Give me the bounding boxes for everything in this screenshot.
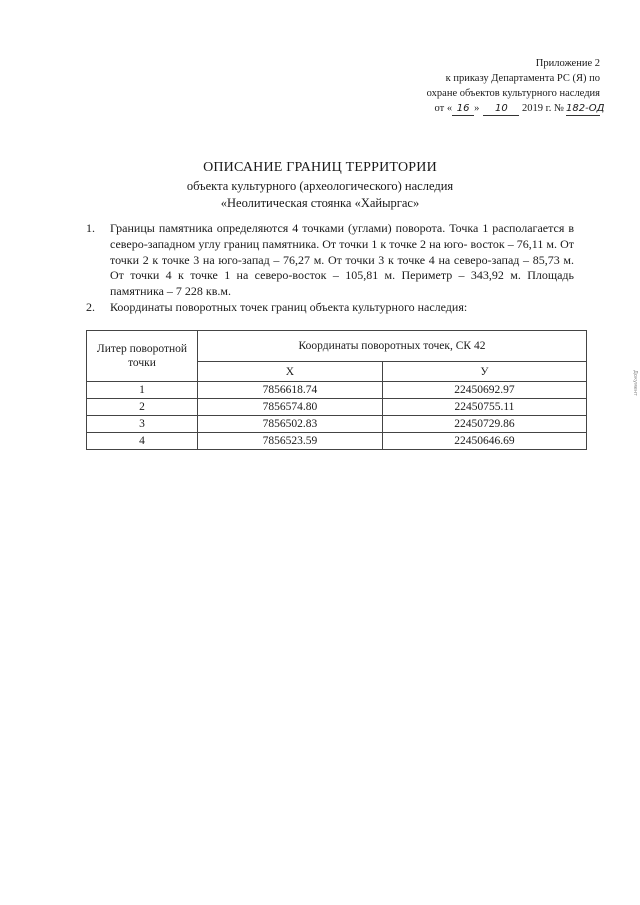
paragraph-1	[86, 221, 574, 300]
date-separator: »	[474, 103, 480, 114]
header-y: У	[382, 362, 586, 382]
table-header-row	[87, 331, 587, 362]
appendix-header	[380, 56, 605, 116]
coordinates-table	[86, 330, 587, 450]
paragraph-text: Границы памятника определяются 4 точками (углами) поворота. Точка 1 располагается в северо-западном углу границ памятника. От точки 1 к точке 2 на юго- восток – 76,11 м. От точки 2 к точке 3 на юго-запад – 76,27 м. От точки 3 к точке 4 на северо-запад – 85,73 м. От точки 4 к точке 1 на северо-восток – 105,81 м. Периметр – 343,92 м. Площадь памятника – 7 228 кв.м.	[110, 221, 574, 299]
cell-x: 7856574.80	[198, 399, 383, 416]
cell-y: 22450729.86	[382, 416, 586, 433]
date-prefix: от «	[434, 103, 453, 114]
cell-x: 7856523.59	[198, 433, 383, 450]
appendix-label: Приложение 2	[535, 58, 600, 69]
header-liter: Литер поворотной точки	[87, 331, 198, 382]
cell-point: 2	[87, 399, 198, 416]
margin-stamp: Документ	[632, 370, 638, 396]
numbered-paragraphs	[86, 221, 574, 316]
paragraph-number: 2.	[86, 299, 95, 314]
cell-point: 3	[87, 416, 198, 433]
document-title: ОПИСАНИЕ ГРАНИЦ ТЕРРИТОРИИ	[203, 160, 437, 175]
date-month: 10	[483, 103, 519, 116]
appendix-order-line: к приказу Департамента РС (Я) по	[445, 73, 600, 84]
cell-point: 1	[87, 382, 198, 399]
table-row	[87, 433, 587, 450]
paragraph-2	[86, 300, 574, 316]
appendix-date-line	[380, 101, 605, 116]
table-row	[87, 399, 587, 416]
cell-y: 22450646.69	[382, 433, 586, 450]
table-row	[87, 416, 587, 433]
document-subtitle-1: объекта культурного (археологического) наследия	[186, 179, 454, 193]
date-day: 16	[452, 103, 474, 116]
table-row	[87, 382, 587, 399]
paragraph-number: 1.	[86, 221, 95, 235]
cell-y: 22450755.11	[382, 399, 586, 416]
header-coordinates: Координаты поворотных точек, СК 42	[198, 331, 587, 362]
paragraph-text: Координаты поворотных точек границ объекта культурного наследия:	[110, 299, 468, 314]
document-subtitle-2: «Неолитическая стоянка «Хайыргас»	[220, 196, 420, 210]
title-block	[0, 158, 640, 212]
cell-point: 4	[87, 433, 198, 450]
appendix-department-line: охране объектов культурного наследия	[426, 88, 600, 99]
date-year: 2019 г. №	[521, 103, 564, 114]
cell-x: 7856502.83	[198, 416, 383, 433]
cell-x: 7856618.74	[198, 382, 383, 399]
cell-y: 22450692.97	[382, 382, 586, 399]
order-number: 182-ОД	[566, 103, 605, 114]
header-x: Х	[198, 362, 383, 382]
